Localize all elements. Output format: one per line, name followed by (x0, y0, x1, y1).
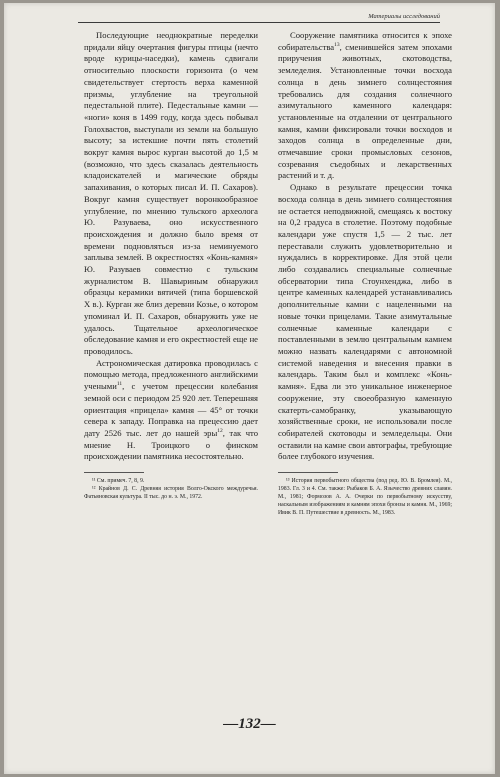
document-page (4, 3, 495, 774)
footnote-divider (278, 472, 338, 473)
footnotes (278, 477, 452, 517)
footnote: ¹¹ См. примеч. 7, 8, 9. (92, 478, 145, 485)
paragraph-text: Астрономическая датировка проводилась с помощью метода, предложенного английскими учеными (84, 357, 258, 392)
paragraph-text: Сооружение памятника относится к эпохе собирательства (278, 30, 452, 52)
paragraph-text: , так что мнение Н. Троицкого о финском происхождении памятника несостоятельно. (84, 427, 258, 462)
paragraph: Последующие неоднократные переделки придали яйцу очертания фигуры птицы (нечто вроде курицы-наседки), камень сдвигали относительно плоскости горизонта (о чем свидетельствует стертость верха каменной призмы, углубление на треугольной педестальной плите). Педестальные камни — «ноги» коня в 1499 году, когда здесь побывал Голохвастов, выступали из земли на большую высоту; за истекшие почти пять столетий вокруг камня вырос курган высотой до 1,5 м (возможно, что здесь сказалась деятельность кладоискателей и магические обряды запахивания, о которых писал И. П. Сахаров). Вокруг камня существует воронкообразное углубление, по мнению тульского археолога Ю. Разуваева, оно искусственного происхождения и должно было время от времени подновляться из-за неминуемого заплыва землей. В окрестностях «Конь-камня» Ю. Разуваев совместно с тульским журналистом В. Шавыриным обнаружил образцы керамики вятичей (типа боршевской X в.). Курган же близ деревни Козье, о котором упоминал И. П. Сахаров, обнаружить уже не удалось. Тщательное археологическое обследование камня и его окрестностей еще не проводилось. (84, 30, 258, 356)
footnote-ref: 13 (334, 41, 340, 48)
paragraph (278, 30, 452, 182)
paragraph: Однако в результате прецессии точка восхода солнца в день зимнего солнцестояния не остается неподвижной, смещаясь к востоку на 0,2 градуса в столетие. Поэтому подобные календари уже спустя 1,5 — 2 тыс. лет переставали служить удовлетворительно и нуждались в корректировке. Для этой цели либо создавались специальные солнечные обсерватории типа Стоунхенджа, либо в центре каменных календарей устанавливались дополнительные камни с нацеленными на новые точки прицелами. Такие азимутальные солнечные каменные календари с поставленными в землю центральным камнем можно назвать календарями с автономной системой наведения и внесения правки в календарь. Таким был и комплекс «Конь-камня». Едва ли это уникальное инженерное сооружение, эту своеобразную каменную скатерть-самобранку, указывающую хозяйственные сроки, не использовали после собирателей скотоводы и земледельцы. Они оставили на камне свои автографы, требующие более глубокого изучения. (278, 182, 452, 462)
paragraph (84, 358, 258, 463)
footnote-ref: 12 (217, 428, 223, 435)
footnote: ¹³ История первобытного общества (под ред. Ю. В. Бромлея). М., 1983. Гл. 3 и 4. См. также: Рыбаков Б. А. Язычество древних славян. М., 1981; Формозов А. А. Очерки по первобытному искусству, наскальным изображениям и камням эпохи бронзы и камня. М., 1969; Ивик В. П. Путешествие в древность. М., 1983. (278, 478, 452, 517)
footnote-ref: 11 (116, 381, 123, 388)
left-column (84, 30, 258, 501)
footnote-divider (84, 472, 144, 473)
paragraph-text: , сменившейся затем эпохами приручения животных, скотоводства, земледелия. Установленные точки восхода солнца в день зимнего солнцестояния требовались для создания солнечного азимутального каменного календаря: установленные на отдалении от центрального камня, камни фиксировали точки восходов и заходов солнца в определенные дни, отмечавшие сроки промысловых сезонов, созревания съедобных и лекарственных растений и т. д. (278, 41, 452, 181)
paragraph-text: , с учетом прецессии колебания земной оси с периодом 25 920 лет. Теперешняя ориентация «прицела» камня — 45° от точки севера к западу. Поправка на прецессию дает дату 2526 тыс. лет до нашей эры (84, 381, 258, 438)
running-header: Материалы исследований (78, 13, 440, 23)
page-number: —132— (223, 716, 276, 732)
right-column (278, 30, 452, 517)
footnotes (84, 477, 258, 501)
footnote: ¹² Крайнов Д. С. Древняя история Волго-Окского междуречья. Фатьяновская культура. II тыс. до н. э. М., 1972. (84, 486, 258, 501)
